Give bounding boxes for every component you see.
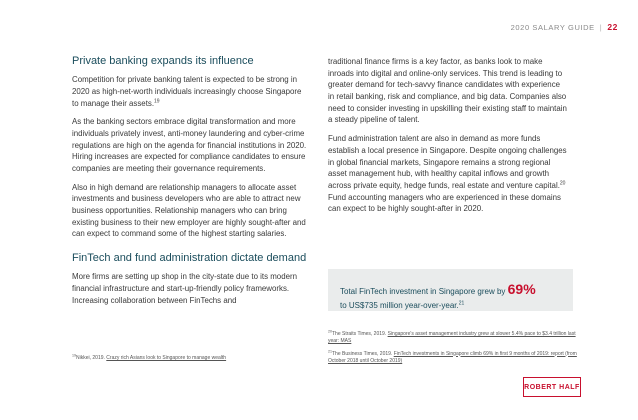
heading-fintech: FinTech and fund administration dictate demand [72,252,307,265]
page-number: 22 [607,22,618,32]
paragraph-compliance: As the banking sectors embrace digital transformation and more individuals privately invest, anti-money laundering and cyber-crime regulations are high on the agenda for financial institutions in 2020. Hiring increases are expected for compliance candidates to ensure companies are meeting their governance requirements. [72,117,307,173]
footnote-21: $^{21}$The Business Times, 2019. FinTech investments in Singapore climb 69% in first 9 months of 2019: report (from October 2018 until October 2019) [328,348,577,364]
stat-text-after: to US$735 million year-over-year. [340,300,459,310]
paragraph-private-banking-intro: Competition for private banking talent is expected to be strong in 2020 as high-net-worth individuals increasingly choose Singapore to manage their assets.$^{19}$ [72,75,302,108]
footnote-20-link[interactable]: Singapore's asset management industry grew at slower 5.4% pace to $3.4 trillion last year: MAS [328,331,576,345]
footnote-19-link[interactable]: Crazy rich Asians look to Singapore to manage wealth [106,355,227,361]
right-column [328,56,568,222]
paragraph-fintech-intro: More firms are setting up shop in the city-state due to its modern financial infrastructure and start-up-friendly policy frameworks. Increasing collaboration between FinTechs and [72,272,297,305]
paragraph-fund-administration: Fund administration talent are also in demand as more funds establish a local presence in Singapore. Despite ongoing challenges in global financial markets, Singapore remains a strong regional asset management hub, with healthy capital inflows and growth across private equity, hedge funds, real estate and venture capital.$^{20}$ Fund accounting managers who are experienced in these domains can expect to be highly sought-after in 2020. [328,134,567,214]
robert-half-logo: ROBERT HALF [523,377,581,397]
footnotes-right [328,331,578,370]
footnotes-left [72,355,312,367]
paragraph-fintech-continued: traditional finance firms is a key factor, as banks look to make inroads into digital and online-only services. This trend is leading to greater demand for tech-savvy finance candidates with experience in retail banking, risk and compliance, and big data. Companies also need to consider investing in upskilling their existing staff to maintain a steady pipeline of talent. [328,57,567,125]
stat-highlight: 69% [507,281,536,297]
fintech-stat-callout [328,269,573,311]
footnote-19: $^{19}$Nikkei, 2019. Crazy rich Asians look to Singapore to manage wealth [72,353,227,361]
footnote-ref-21: 21 [458,299,465,306]
left-column [72,55,310,313]
header-separator: | [599,22,603,32]
heading-private-banking: Private banking expands its influence [72,55,254,67]
guide-title: 2020 SALARY GUIDE [510,22,595,32]
footnote-20: $^{20}$The Straits Times, 2019. Singapore's asset management industry grew at slower 5.4% pace to $3.4 trillion last year: MAS [328,329,576,345]
footnote-ref-19: 19 [154,97,160,104]
footnote-ref-20: 20 [559,180,566,187]
paragraph-relationship-managers: Also in high demand are relationship managers to allocate asset investments and business developers who are able to attract new business opportunities. Relationship managers who can bring existing business to their new employer are highly sought-after and can expect to command some of the highest starting salaries. [72,182,306,239]
stat-text-before: Total FinTech investment in Singapore grew by [340,287,508,296]
page-header [511,22,618,32]
footnote-21-link[interactable]: FinTech investments in Singapore climb 69% in first 9 months of 2019: report (from October 2018 until October 2019) [328,350,577,364]
